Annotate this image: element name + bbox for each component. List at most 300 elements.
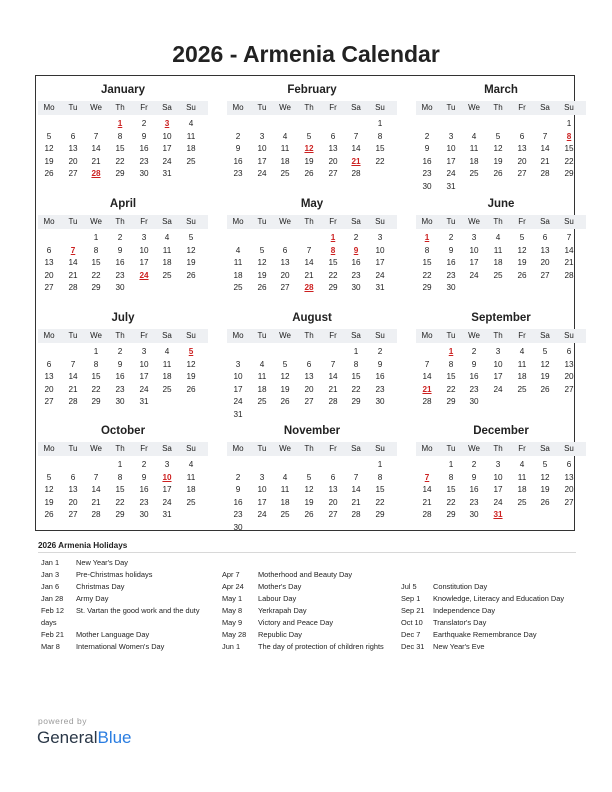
weekday-label: Fr bbox=[140, 217, 148, 226]
day-cell: 13 bbox=[68, 144, 78, 153]
day-cell: 25 bbox=[493, 270, 503, 280]
day-cell: 28 bbox=[564, 270, 574, 280]
day-cell: 5 bbox=[542, 347, 548, 356]
day-cell: 5 bbox=[519, 233, 525, 242]
day-cell: 4 bbox=[519, 347, 525, 356]
day-cell: 3 bbox=[141, 233, 147, 242]
day-cell: 10 bbox=[139, 245, 149, 255]
day-cell: 25 bbox=[469, 169, 479, 178]
day-cell: 1 bbox=[377, 119, 383, 128]
holiday-day-cell: 21 bbox=[422, 384, 432, 394]
month-september bbox=[416, 304, 586, 417]
day-cell: 9 bbox=[141, 472, 147, 482]
weekday-header bbox=[38, 215, 208, 229]
weekday-label: Sa bbox=[351, 331, 361, 340]
day-cell: 27 bbox=[564, 384, 574, 394]
day-cell: 20 bbox=[328, 156, 338, 166]
holiday-day-cell: 1 bbox=[448, 347, 454, 356]
day-cell: 6 bbox=[566, 460, 572, 469]
weekday-label: Th bbox=[493, 331, 503, 340]
day-cell: 21 bbox=[68, 270, 78, 280]
day-cell: 26 bbox=[186, 270, 196, 280]
holiday-name: New Year's Eve bbox=[433, 642, 485, 651]
weekday-label: Th bbox=[115, 331, 125, 340]
day-cell: 20 bbox=[68, 156, 78, 166]
weekday-label: Mo bbox=[43, 103, 55, 112]
day-cell: 8 bbox=[377, 131, 383, 141]
day-cell: 12 bbox=[44, 144, 54, 153]
weekday-header bbox=[227, 101, 397, 115]
weekday-label: Sa bbox=[351, 444, 361, 453]
day-cell: 12 bbox=[186, 245, 196, 255]
day-cell: 21 bbox=[328, 384, 338, 394]
day-cell: 18 bbox=[469, 156, 479, 166]
holiday-name: International Women's Day bbox=[76, 642, 165, 651]
day-cell: 7 bbox=[542, 131, 548, 141]
month-august bbox=[227, 304, 397, 417]
day-cell: 7 bbox=[93, 131, 99, 141]
day-cell: 17 bbox=[375, 258, 385, 267]
month-name: August bbox=[292, 312, 332, 324]
weekday-label: Su bbox=[186, 331, 196, 340]
day-cell: 14 bbox=[304, 258, 314, 267]
weekday-label: Mo bbox=[43, 331, 55, 340]
day-cell: 29 bbox=[351, 397, 361, 406]
day-cell: 6 bbox=[46, 245, 52, 255]
day-cell: 5 bbox=[495, 131, 501, 141]
holiday-day-cell: 5 bbox=[188, 347, 194, 356]
weekday-label: Su bbox=[375, 331, 385, 340]
weekday-label: Su bbox=[564, 444, 574, 453]
day-cell: 11 bbox=[257, 372, 267, 381]
day-cell: 3 bbox=[164, 460, 170, 469]
day-cell: 10 bbox=[257, 485, 267, 494]
weekday-label: We bbox=[279, 217, 291, 226]
day-cell: 1 bbox=[377, 460, 383, 469]
day-cell: 27 bbox=[540, 270, 550, 280]
day-cell: 2 bbox=[235, 472, 241, 482]
day-cell: 1 bbox=[93, 347, 99, 356]
weekday-label: Tu bbox=[446, 103, 456, 112]
day-cell: 31 bbox=[162, 169, 172, 178]
weekday-label: Su bbox=[186, 444, 196, 453]
day-cell: 3 bbox=[495, 460, 501, 469]
day-cell: 14 bbox=[328, 372, 338, 381]
day-cell: 26 bbox=[44, 510, 54, 519]
day-cell: 4 bbox=[188, 460, 194, 469]
day-cell: 17 bbox=[493, 485, 503, 494]
day-cell: 13 bbox=[564, 472, 574, 482]
day-cell: 10 bbox=[233, 372, 243, 381]
day-cell: 30 bbox=[139, 510, 149, 519]
day-cell: 20 bbox=[304, 384, 314, 394]
weekday-label: Fr bbox=[518, 444, 526, 453]
weekday-label: Mo bbox=[232, 331, 244, 340]
day-cell: 23 bbox=[351, 270, 361, 280]
day-cell: 11 bbox=[162, 245, 172, 255]
day-cell: 4 bbox=[235, 245, 241, 255]
weekday-label: Th bbox=[493, 444, 503, 453]
weekday-label: Fr bbox=[140, 103, 148, 112]
holiday-date: May 28 bbox=[222, 630, 247, 639]
day-cell: 13 bbox=[280, 258, 290, 267]
day-cell: 11 bbox=[493, 245, 503, 255]
day-cell: 25 bbox=[280, 510, 290, 519]
day-cell: 7 bbox=[353, 472, 359, 482]
day-cell: 11 bbox=[233, 258, 243, 267]
month-name: April bbox=[109, 198, 137, 210]
day-cell: 4 bbox=[188, 119, 194, 128]
day-cell: 7 bbox=[330, 359, 336, 369]
holiday-name: Yerkrapah Day bbox=[258, 606, 307, 615]
weekday-label: Su bbox=[186, 103, 196, 112]
day-cell: 31 bbox=[233, 409, 243, 419]
day-cell: 2 bbox=[471, 347, 477, 356]
day-cell: 5 bbox=[259, 245, 265, 255]
day-cell: 21 bbox=[91, 497, 101, 507]
day-cell: 15 bbox=[375, 485, 385, 494]
day-cell: 16 bbox=[469, 485, 479, 494]
day-cell: 14 bbox=[564, 245, 574, 255]
day-cell: 19 bbox=[257, 270, 267, 280]
day-cell: 26 bbox=[493, 169, 503, 178]
day-cell: 26 bbox=[280, 397, 290, 406]
day-cell: 19 bbox=[44, 156, 54, 166]
holiday-date: Jul 5 bbox=[401, 582, 417, 591]
day-cell: 20 bbox=[280, 270, 290, 280]
day-cell: 11 bbox=[280, 485, 290, 494]
day-cell: 6 bbox=[70, 472, 76, 482]
day-cell: 13 bbox=[328, 144, 338, 153]
day-cell: 14 bbox=[68, 372, 78, 381]
day-cell: 1 bbox=[117, 460, 123, 469]
day-cell: 12 bbox=[257, 258, 267, 267]
day-cell: 25 bbox=[186, 156, 196, 166]
month-name: June bbox=[487, 198, 515, 210]
day-cell: 30 bbox=[139, 169, 149, 178]
day-cell: 19 bbox=[280, 384, 290, 394]
day-cell: 29 bbox=[115, 169, 125, 178]
weekday-label: Mo bbox=[421, 103, 433, 112]
holiday-name: Independence Day bbox=[433, 606, 496, 615]
day-cell: 11 bbox=[186, 131, 196, 141]
day-cell: 28 bbox=[422, 397, 432, 406]
day-cell: 29 bbox=[375, 510, 385, 519]
day-cell: 2 bbox=[141, 119, 147, 128]
day-cell: 24 bbox=[375, 270, 385, 280]
holiday-day-cell: 12 bbox=[304, 144, 314, 153]
day-cell: 16 bbox=[469, 372, 479, 381]
holiday-date: Oct 10 bbox=[401, 618, 423, 627]
day-cell: 22 bbox=[375, 156, 385, 166]
day-cell: 30 bbox=[115, 283, 125, 292]
weekday-label: Tu bbox=[257, 103, 267, 112]
day-cell: 22 bbox=[115, 156, 125, 166]
day-cell: 2 bbox=[377, 347, 383, 356]
weekday-label: Mo bbox=[232, 444, 244, 453]
day-cell: 28 bbox=[91, 510, 101, 519]
day-cell: 19 bbox=[517, 258, 527, 267]
day-cell: 15 bbox=[446, 485, 456, 494]
day-cell: 18 bbox=[162, 372, 172, 381]
day-cell: 30 bbox=[375, 397, 385, 406]
weekday-header bbox=[38, 329, 208, 343]
day-cell: 31 bbox=[446, 181, 456, 191]
day-cell: 8 bbox=[93, 245, 99, 255]
weekday-label: Th bbox=[304, 444, 314, 453]
weekday-label: We bbox=[468, 444, 480, 453]
holidays-title: 2026 Armenia Holidays bbox=[38, 541, 128, 550]
day-cell: 14 bbox=[91, 485, 101, 494]
day-cell: 8 bbox=[448, 359, 454, 369]
holiday-date: Sep 1 bbox=[401, 594, 421, 603]
weekday-label: Su bbox=[375, 103, 385, 112]
day-cell: 22 bbox=[115, 497, 125, 507]
powered-by-text: powered by bbox=[38, 716, 87, 726]
day-cell: 24 bbox=[162, 497, 172, 507]
weekday-label: Sa bbox=[351, 103, 361, 112]
day-cell: 21 bbox=[91, 156, 101, 166]
weekday-label: Th bbox=[115, 444, 125, 453]
day-cell: 27 bbox=[517, 169, 527, 178]
day-cell: 20 bbox=[328, 497, 338, 507]
holiday-day-cell: 9 bbox=[353, 245, 359, 255]
day-cell: 17 bbox=[493, 372, 503, 381]
weekday-label: Tu bbox=[68, 103, 78, 112]
day-cell: 16 bbox=[351, 258, 361, 267]
weekday-label: Th bbox=[493, 217, 503, 226]
day-cell: 23 bbox=[375, 384, 385, 394]
holiday-date: Feb 21 bbox=[41, 630, 65, 639]
weekday-label: Sa bbox=[162, 444, 172, 453]
month-march bbox=[416, 76, 586, 189]
day-cell: 4 bbox=[282, 131, 288, 141]
day-cell: 8 bbox=[448, 472, 454, 482]
day-cell: 16 bbox=[139, 144, 149, 153]
day-cell: 27 bbox=[328, 169, 338, 178]
day-cell: 26 bbox=[540, 497, 550, 507]
day-cell: 10 bbox=[375, 245, 385, 255]
day-cell: 26 bbox=[186, 384, 196, 394]
weekday-label: Th bbox=[304, 217, 314, 226]
month-june bbox=[416, 190, 586, 303]
weekday-header bbox=[227, 442, 397, 456]
month-october bbox=[38, 417, 208, 530]
weekday-header bbox=[227, 329, 397, 343]
day-cell: 27 bbox=[44, 397, 54, 406]
day-cell: 25 bbox=[162, 384, 172, 394]
generalblue-logo[interactable] bbox=[37, 728, 132, 748]
day-cell: 20 bbox=[564, 372, 574, 381]
day-cell: 26 bbox=[257, 283, 267, 292]
weekday-label: Sa bbox=[162, 103, 172, 112]
day-cell: 16 bbox=[115, 258, 125, 267]
day-cell: 29 bbox=[446, 510, 456, 519]
weekday-label: Fr bbox=[140, 444, 148, 453]
day-cell: 4 bbox=[471, 131, 477, 141]
day-cell: 26 bbox=[540, 384, 550, 394]
day-cell: 10 bbox=[493, 472, 503, 482]
day-cell: 24 bbox=[257, 169, 267, 178]
day-cell: 13 bbox=[304, 372, 314, 381]
day-cell: 18 bbox=[162, 258, 172, 267]
day-cell: 12 bbox=[280, 372, 290, 381]
day-cell: 19 bbox=[304, 156, 314, 166]
day-cell: 30 bbox=[115, 397, 125, 406]
holiday-date: May 9 bbox=[222, 618, 243, 627]
day-cell: 22 bbox=[91, 384, 101, 394]
day-cell: 31 bbox=[162, 510, 172, 519]
weekday-label: We bbox=[279, 103, 291, 112]
day-cell: 15 bbox=[115, 485, 125, 494]
holiday-name: Constitution Day bbox=[433, 582, 488, 591]
day-cell: 2 bbox=[117, 347, 123, 356]
day-cell: 10 bbox=[257, 144, 267, 153]
holiday-day-cell: 8 bbox=[566, 131, 572, 141]
day-cell: 3 bbox=[495, 347, 501, 356]
holiday-date: days bbox=[41, 618, 57, 627]
holiday-date: Mar 8 bbox=[41, 642, 60, 651]
day-cell: 13 bbox=[44, 258, 54, 267]
day-cell: 6 bbox=[46, 359, 52, 369]
day-cell: 23 bbox=[139, 156, 149, 166]
month-name: January bbox=[100, 84, 146, 96]
day-cell: 24 bbox=[493, 384, 503, 394]
day-cell: 29 bbox=[328, 283, 338, 292]
day-cell: 26 bbox=[304, 169, 314, 178]
day-cell: 16 bbox=[115, 372, 125, 381]
day-cell: 5 bbox=[306, 131, 312, 141]
weekday-label: Fr bbox=[329, 444, 337, 453]
day-cell: 28 bbox=[351, 510, 361, 519]
day-cell: 19 bbox=[540, 372, 550, 381]
day-cell: 22 bbox=[351, 384, 361, 394]
weekday-label: We bbox=[468, 331, 480, 340]
weekday-label: Tu bbox=[68, 217, 78, 226]
day-cell: 20 bbox=[44, 384, 54, 394]
day-cell: 21 bbox=[422, 497, 432, 507]
day-cell: 16 bbox=[422, 156, 432, 166]
day-cell: 7 bbox=[566, 233, 572, 242]
day-cell: 16 bbox=[139, 485, 149, 494]
day-cell: 25 bbox=[280, 169, 290, 178]
day-cell: 6 bbox=[566, 347, 572, 356]
day-cell: 25 bbox=[517, 497, 527, 507]
day-cell: 17 bbox=[469, 258, 479, 267]
day-cell: 8 bbox=[93, 359, 99, 369]
day-cell: 25 bbox=[233, 283, 243, 292]
weekday-label: We bbox=[468, 217, 480, 226]
day-cell: 2 bbox=[448, 233, 454, 242]
holiday-day-cell: 7 bbox=[424, 472, 430, 482]
day-cell: 19 bbox=[493, 156, 503, 166]
day-cell: 16 bbox=[233, 156, 243, 166]
weekday-label: Tu bbox=[257, 217, 267, 226]
day-cell: 7 bbox=[70, 359, 76, 369]
weekday-label: We bbox=[468, 103, 480, 112]
day-cell: 12 bbox=[186, 359, 196, 369]
day-cell: 10 bbox=[139, 359, 149, 369]
day-cell: 12 bbox=[540, 359, 550, 369]
day-cell: 14 bbox=[351, 144, 361, 153]
day-cell: 6 bbox=[519, 131, 525, 141]
day-cell: 22 bbox=[91, 270, 101, 280]
day-cell: 23 bbox=[422, 169, 432, 178]
day-cell: 24 bbox=[139, 384, 149, 394]
day-cell: 29 bbox=[115, 510, 125, 519]
weekday-label: Mo bbox=[232, 217, 244, 226]
day-cell: 5 bbox=[188, 233, 194, 242]
weekday-header bbox=[416, 101, 586, 115]
day-cell: 19 bbox=[44, 497, 54, 507]
day-cell: 25 bbox=[257, 397, 267, 406]
day-cell: 27 bbox=[304, 397, 314, 406]
day-cell: 14 bbox=[540, 144, 550, 153]
day-cell: 2 bbox=[235, 131, 241, 141]
day-cell: 8 bbox=[377, 472, 383, 482]
month-name: December bbox=[473, 425, 529, 437]
day-cell: 30 bbox=[233, 522, 243, 532]
day-cell: 7 bbox=[424, 359, 430, 369]
day-cell: 19 bbox=[304, 497, 314, 507]
weekday-label: We bbox=[90, 444, 102, 453]
holiday-name: Pre-Christmas holidays bbox=[76, 570, 153, 579]
holiday-day-cell: 28 bbox=[304, 283, 314, 292]
holiday-name: New Year's Day bbox=[76, 558, 128, 567]
day-cell: 21 bbox=[68, 384, 78, 394]
day-cell: 29 bbox=[91, 283, 101, 292]
day-cell: 4 bbox=[282, 472, 288, 482]
page-title: 2026 - Armenia Calendar bbox=[172, 41, 440, 67]
weekday-label: Tu bbox=[68, 331, 78, 340]
day-cell: 27 bbox=[564, 497, 574, 507]
day-cell: 1 bbox=[93, 233, 99, 242]
day-cell: 12 bbox=[44, 485, 54, 494]
weekday-label: Su bbox=[564, 331, 574, 340]
day-cell: 6 bbox=[542, 233, 548, 242]
day-cell: 1 bbox=[353, 347, 359, 356]
weekday-label: We bbox=[90, 103, 102, 112]
day-cell: 2 bbox=[353, 233, 359, 242]
month-name: May bbox=[300, 198, 324, 210]
holiday-name: Motherhood and Beauty Day bbox=[258, 570, 353, 579]
weekday-label: Th bbox=[304, 103, 314, 112]
month-name: November bbox=[283, 425, 341, 437]
holiday-day-cell: 1 bbox=[424, 233, 430, 242]
holidays-divider bbox=[38, 552, 576, 553]
day-cell: 5 bbox=[46, 472, 52, 482]
day-cell: 6 bbox=[330, 131, 336, 141]
day-cell: 27 bbox=[280, 283, 290, 292]
weekday-label: Mo bbox=[421, 444, 433, 453]
weekday-label: Mo bbox=[421, 331, 433, 340]
weekday-label: Sa bbox=[540, 217, 550, 226]
weekday-header bbox=[416, 329, 586, 343]
day-cell: 22 bbox=[564, 156, 574, 166]
day-cell: 1 bbox=[566, 119, 572, 128]
day-cell: 9 bbox=[235, 485, 241, 494]
day-cell: 17 bbox=[446, 156, 456, 166]
weekday-header bbox=[227, 215, 397, 229]
day-cell: 19 bbox=[186, 258, 196, 267]
day-cell: 20 bbox=[517, 156, 527, 166]
month-april bbox=[38, 190, 208, 303]
day-cell: 25 bbox=[517, 384, 527, 394]
day-cell: 9 bbox=[117, 245, 123, 255]
day-cell: 4 bbox=[164, 347, 170, 356]
day-cell: 18 bbox=[493, 258, 503, 267]
weekday-label: We bbox=[279, 331, 291, 340]
